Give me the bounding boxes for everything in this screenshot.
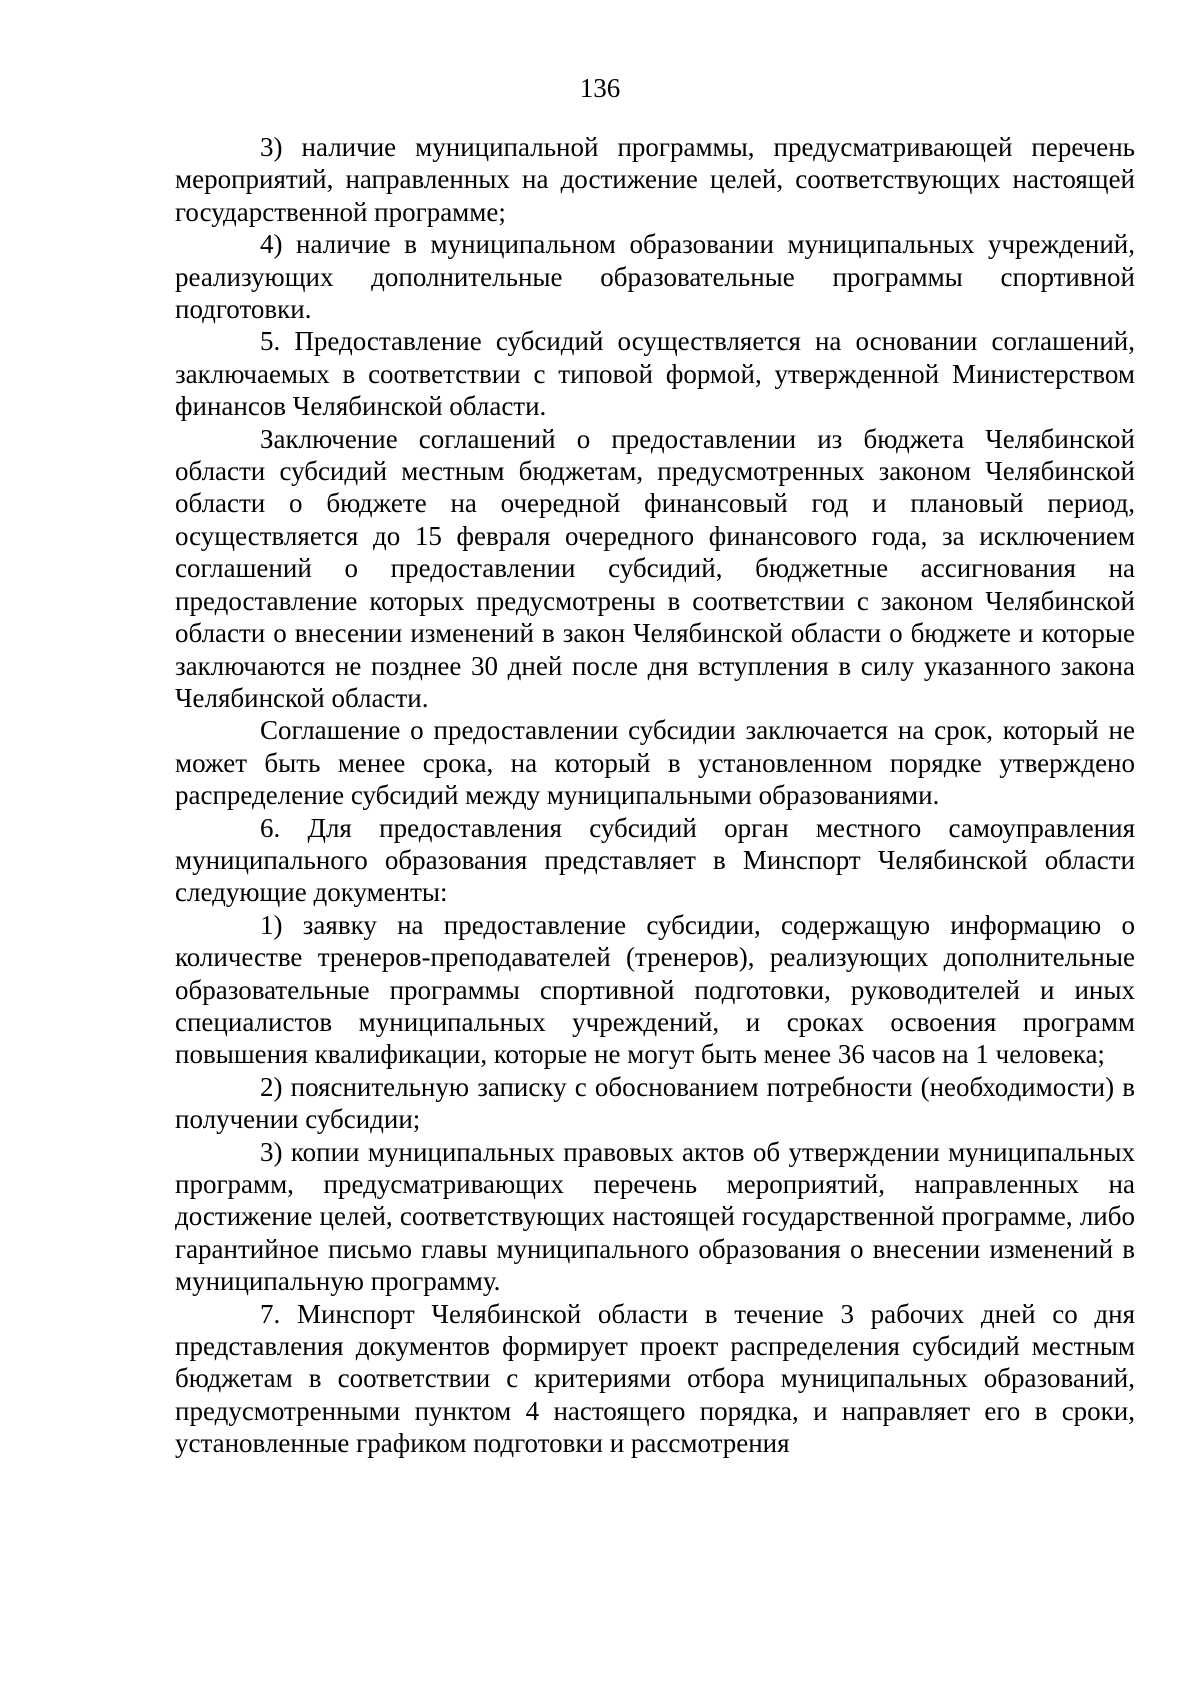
document-body	[175, 131, 1135, 1460]
paragraph-requirement-3-municipal-program: 3) наличие муниципальной программы, предусматривающей перечень мероприятий, направленных на достижение целей, соответствующих настоящей государственной программе;	[175, 132, 1135, 227]
paragraph-agreement-deadline: Заключение соглашений о предоставлении из бюджета Челябинской области субсидий местным бюджетам, предусмотренных законом Челябинской области о бюджете на очередной финансовый год и плановый период, осуществляется до 15 февраля очередного финансового года, за исключением соглашений о предоставлении субсидий, бюджетные ассигнования на предоставление которых предусмотрены в соответствии с законом Челябинской области о внесении изменений в закон Челябинской области о бюджете и которые заключаются не позднее 30 дней после дня вступления в силу указанного закона Челябинской области.	[175, 423, 1135, 713]
paragraph-requirement-4-municipal-institutions: 4) наличие в муниципальном образовании муниципальных учреждений, реализующих дополнительные образовательные программы спортивной подготовки.	[175, 229, 1135, 325]
paragraph-clause-6-documents: 6. Для предоставления субсидий орган местного самоуправления муниципального образования представляет в Минспорт Челябинской области следующие документы:	[175, 812, 1135, 908]
paragraph-document-1-application: 1) заявку на предоставление субсидии, содержащую информацию о количестве тренеров-преподавателей (тренеров), реализующих дополнительные образовательные программы спортивной подготовки, руководителей и иных специалистов муниципальных учреждений, и сроках освоения программ повышения квалификации, которые не могут быть менее 36 часов на 1 человека;	[175, 909, 1135, 1070]
paragraph-document-3-legal-acts: 3) копии муниципальных правовых актов об утверждении муниципальных программ, предусматривающих перечень мероприятий, направленных на достижение целей, соответствующих настоящей государственной программе, либо гарантийное письмо главы муниципального образования о внесении изменений в муниципальную программу.	[175, 1136, 1135, 1297]
paragraph-clause-5-agreements: 5. Предоставление субсидий осуществляется на основании соглашений, заключаемых в соответствии с типовой формой, утвержденной Министерством финансов Челябинской области.	[175, 326, 1135, 422]
paragraph-agreement-term: Соглашение о предоставлении субсидии заключается на срок, который не может быть менее срока, на который в установленном порядке утверждено распределение субсидий между муниципальными образованиями.	[175, 715, 1135, 811]
page-number: 136	[579, 73, 621, 103]
paragraph-document-2-explanatory-note: 2) пояснительную записку с обоснованием потребности (необходимости) в получении субсидии;	[175, 1071, 1135, 1135]
paragraph-clause-7-distribution: 7. Минспорт Челябинской области в течение 3 рабочих дней со дня представления документов формирует проект распределения субсидий местным бюджетам в соответствии с критериями отбора муниципальных образований, предусмотренными пунктом 4 настоящего порядка, и направляет его в сроки, установленные графиком подготовки и рассмотрения	[175, 1298, 1135, 1459]
